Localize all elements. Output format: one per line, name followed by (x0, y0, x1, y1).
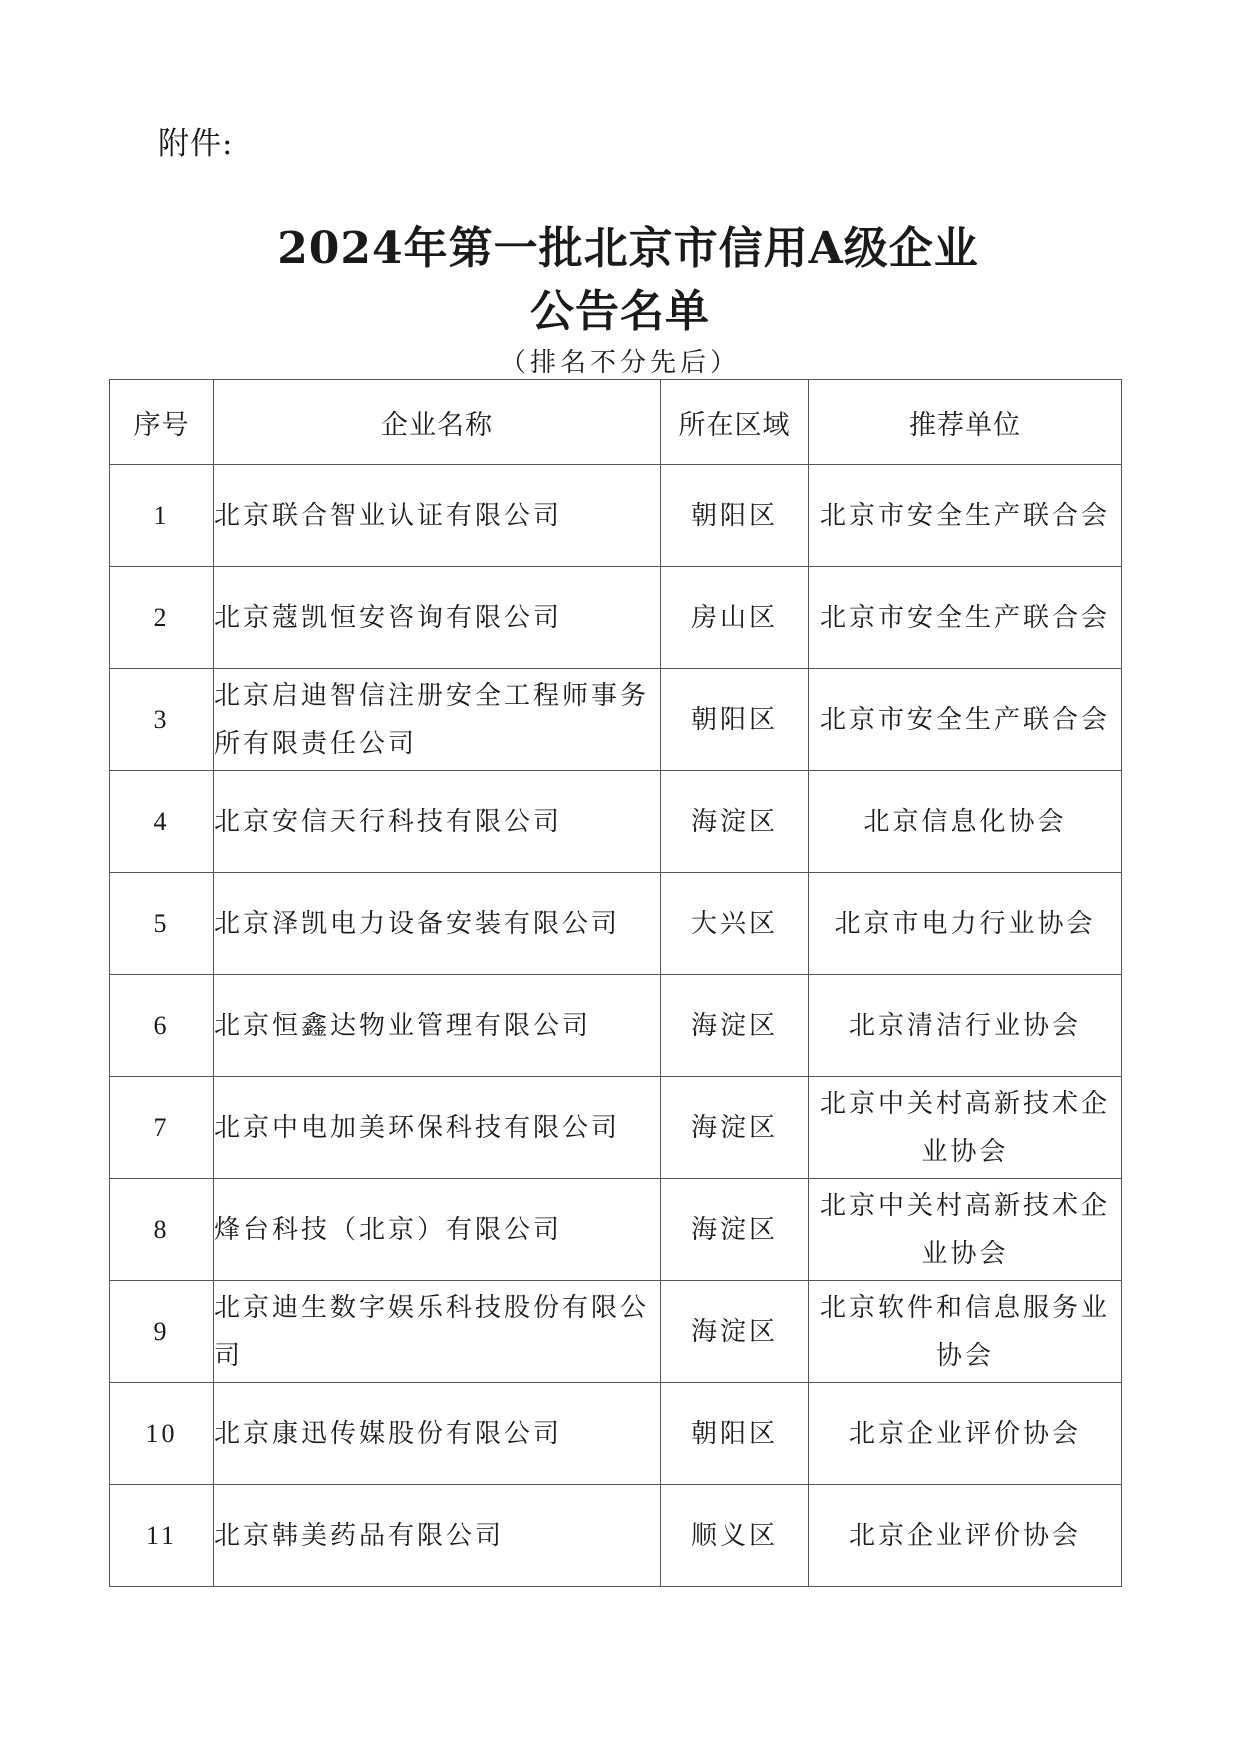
row-recommender: 北京市安全生产联合会 (809, 567, 1122, 669)
header-district: 所在区域 (661, 380, 809, 465)
row-no: 9 (110, 1281, 214, 1383)
row-no: 7 (110, 1077, 214, 1179)
table-row (110, 975, 1122, 1077)
table-row (110, 1077, 1122, 1179)
row-name: 北京泽凯电力设备安装有限公司 (214, 873, 661, 975)
row-recommender: 北京中关村高新技术企业协会 (809, 1077, 1122, 1179)
row-recommender: 北京市电力行业协会 (809, 873, 1122, 975)
row-no: 6 (110, 975, 214, 1077)
row-name: 北京韩美药品有限公司 (214, 1485, 661, 1587)
row-no: 10 (110, 1383, 214, 1485)
table-row (110, 1383, 1122, 1485)
table-row (110, 771, 1122, 873)
row-recommender: 北京信息化协会 (809, 771, 1122, 873)
document-title-line1: 2024年第一批北京市信用A级企业 (277, 223, 979, 274)
row-name: 北京蔻凯恒安咨询有限公司 (214, 567, 661, 669)
row-name: 北京恒鑫达物业管理有限公司 (214, 975, 661, 1077)
row-no: 3 (110, 669, 214, 771)
row-no: 11 (110, 1485, 214, 1587)
table-row (110, 669, 1122, 771)
row-district: 房山区 (661, 567, 809, 669)
table-header-row (110, 380, 1122, 465)
row-district: 海淀区 (661, 771, 809, 873)
row-name: 北京安信天行科技有限公司 (214, 771, 661, 873)
row-no: 4 (110, 771, 214, 873)
row-recommender: 北京市安全生产联合会 (809, 669, 1122, 771)
row-district: 海淀区 (661, 1077, 809, 1179)
row-recommender: 北京清洁行业协会 (809, 975, 1122, 1077)
header-no: 序号 (110, 380, 214, 465)
row-no: 1 (110, 465, 214, 567)
row-no: 2 (110, 567, 214, 669)
enterprise-table (109, 379, 1122, 1587)
table-row (110, 465, 1122, 567)
row-district: 朝阳区 (661, 465, 809, 567)
table-row (110, 567, 1122, 669)
row-recommender: 北京市安全生产联合会 (809, 465, 1122, 567)
row-name: 北京迪生数字娱乐科技股份有限公司 (214, 1281, 661, 1383)
row-district: 朝阳区 (661, 1383, 809, 1485)
row-name: 北京康迅传媒股份有限公司 (214, 1383, 661, 1485)
row-no: 8 (110, 1179, 214, 1281)
row-district: 海淀区 (661, 1179, 809, 1281)
row-district: 海淀区 (661, 975, 809, 1077)
row-name: 烽台科技（北京）有限公司 (214, 1179, 661, 1281)
ranking-note: （排名不分先后） (499, 348, 740, 378)
row-recommender: 北京中关村高新技术企业协会 (809, 1179, 1122, 1281)
row-name: 北京联合智业认证有限公司 (214, 465, 661, 567)
header-recommender: 推荐单位 (809, 380, 1122, 465)
row-district: 朝阳区 (661, 669, 809, 771)
row-name: 北京启迪智信注册安全工程师事务所有限责任公司 (214, 669, 661, 771)
document-title-line2: 公告名单 (530, 286, 710, 337)
row-no: 5 (110, 873, 214, 975)
header-name: 企业名称 (214, 380, 661, 465)
row-recommender: 北京软件和信息服务业协会 (809, 1281, 1122, 1383)
table-row (110, 873, 1122, 975)
table-row (110, 1281, 1122, 1383)
attachment-label: 附件: (158, 126, 234, 162)
row-recommender: 北京企业评价协会 (809, 1383, 1122, 1485)
row-district: 大兴区 (661, 873, 809, 975)
row-name: 北京中电加美环保科技有限公司 (214, 1077, 661, 1179)
row-recommender: 北京企业评价协会 (809, 1485, 1122, 1587)
row-district: 顺义区 (661, 1485, 809, 1587)
table-row (110, 1485, 1122, 1587)
row-district: 海淀区 (661, 1281, 809, 1383)
table-row (110, 1179, 1122, 1281)
